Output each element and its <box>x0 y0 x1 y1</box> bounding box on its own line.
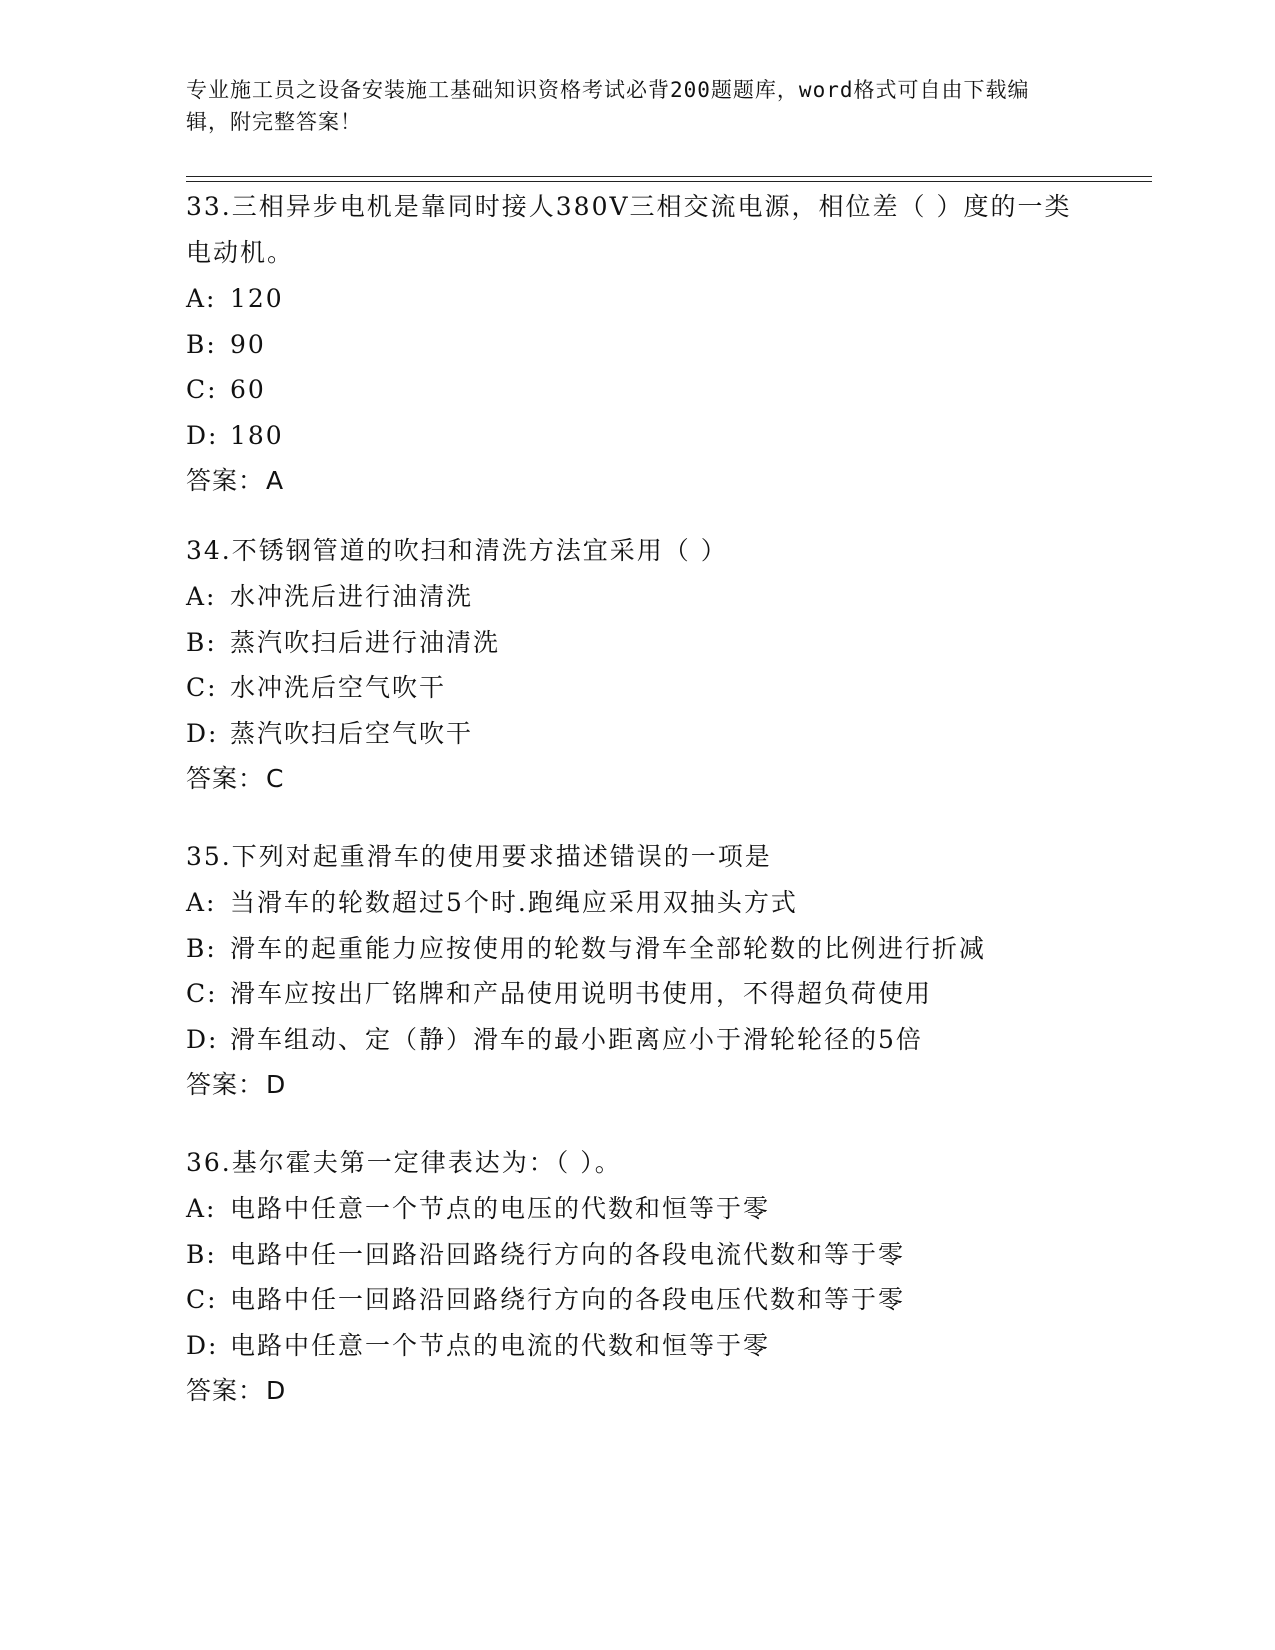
option-c <box>186 665 1086 711</box>
option-letter: D: <box>186 718 219 748</box>
answer-line <box>186 1062 1086 1108</box>
option-text: 滑车的起重能力应按使用的轮数与滑车全部轮数的比例进行折减 <box>230 933 987 963</box>
option-b <box>186 620 1086 666</box>
option-a <box>186 1186 1086 1232</box>
answer-label: 答案： <box>186 764 265 793</box>
answer-label: 答案： <box>186 1376 265 1405</box>
option-c <box>186 1277 1086 1323</box>
option-text: 60 <box>230 375 266 404</box>
question-stem: 33.三相异步电机是靠同时接人380V三相交流电源，相位差（ ）度的一类电动机。 <box>186 192 1072 267</box>
option-letter: C: <box>186 673 218 702</box>
answer-value: C <box>266 764 285 793</box>
option-text: 滑车应按出厂铭牌和产品使用说明书使用，不得超负荷使用 <box>230 979 933 1008</box>
question-stem: 34.不锈钢管道的吹扫和清洗方法宜采用（ ） <box>186 536 728 565</box>
answer-value: A <box>266 466 285 495</box>
option-list <box>186 1186 1086 1368</box>
option-a <box>186 880 1086 926</box>
option-text: 电路中任意一个节点的电流的代数和恒等于零 <box>230 1330 771 1360</box>
option-d <box>186 413 1086 459</box>
option-text: 电路中任一回路沿回路绕行方向的各段电流代数和等于零 <box>230 1239 906 1269</box>
option-letter: A: <box>186 284 217 313</box>
option-list <box>186 880 1086 1062</box>
option-text: 180 <box>230 420 284 450</box>
option-letter: D: <box>186 1024 219 1054</box>
option-a <box>186 276 1086 322</box>
document-header: 专业施工员之设备安装施工基础知识资格考试必背200题题库，word格式可自由下载编辑，附完整答案！ <box>186 78 1030 134</box>
option-letter: D: <box>186 420 219 450</box>
answer-line <box>186 1368 1086 1414</box>
option-list <box>186 276 1086 458</box>
answer-line <box>186 458 1086 504</box>
option-text: 120 <box>230 284 284 313</box>
option-text: 电路中任一回路沿回路绕行方向的各段电压代数和等于零 <box>230 1285 906 1314</box>
option-c <box>186 367 1086 413</box>
option-a <box>186 574 1086 620</box>
answer-value: D <box>266 1376 287 1405</box>
answer-value: D <box>266 1070 287 1099</box>
header-divider-bottom <box>186 181 1152 182</box>
question-34 <box>186 528 1086 802</box>
option-letter: C: <box>186 979 218 1008</box>
option-text: 电路中任意一个节点的电压的代数和恒等于零 <box>230 1194 771 1223</box>
option-letter: A: <box>186 1194 217 1223</box>
option-c <box>186 971 1086 1017</box>
option-letter: C: <box>186 1285 218 1314</box>
option-text: 蒸汽吹扫后空气吹干 <box>230 718 474 748</box>
question-33 <box>186 184 1086 504</box>
option-d <box>186 1323 1086 1369</box>
question-36 <box>186 1140 1086 1414</box>
answer-label: 答案： <box>186 1070 265 1099</box>
answer-line <box>186 756 1086 802</box>
option-d <box>186 711 1086 757</box>
option-letter: A: <box>186 888 217 917</box>
option-letter: B: <box>186 1239 217 1269</box>
option-letter: B: <box>186 933 217 963</box>
option-text: 蒸汽吹扫后进行油清洗 <box>230 627 501 657</box>
option-b <box>186 1232 1086 1278</box>
question-stem: 36.基尔霍夫第一定律表达为：（ ）。 <box>186 1148 622 1177</box>
header-divider-top <box>186 176 1152 177</box>
option-letter: D: <box>186 1330 219 1360</box>
option-text: 90 <box>230 329 266 359</box>
question-35 <box>186 834 1086 1108</box>
option-b <box>186 322 1086 368</box>
option-letter: B: <box>186 329 217 359</box>
option-letter: C: <box>186 375 218 404</box>
answer-label: 答案： <box>186 466 265 495</box>
option-text: 水冲洗后进行油清洗 <box>230 582 474 611</box>
option-text: 水冲洗后空气吹干 <box>230 673 447 702</box>
option-letter: A: <box>186 582 217 611</box>
option-d <box>186 1017 1086 1063</box>
option-b <box>186 926 1086 972</box>
option-text: 滑车组动、定（静）滑车的最小距离应小于滑轮轮径的5倍 <box>230 1024 923 1054</box>
question-stem: 35.下列对起重滑车的使用要求描述错误的一项是 <box>186 842 772 871</box>
option-list <box>186 574 1086 756</box>
option-text: 当滑车的轮数超过5个时.跑绳应采用双抽头方式 <box>230 888 798 917</box>
option-letter: B: <box>186 627 217 657</box>
